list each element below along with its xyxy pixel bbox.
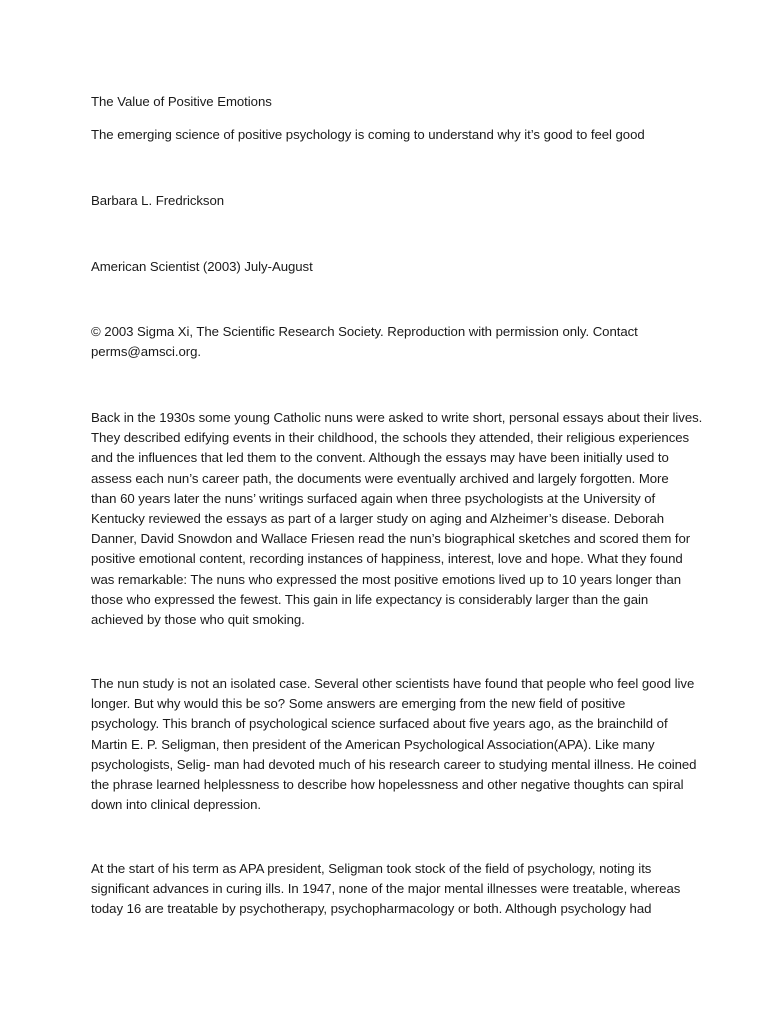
paragraph-line: today 16 are treatable by psychotherapy, psychopharmacology or both. Although psychology had: [91, 901, 652, 917]
paragraph-line: Martin E. P. Seligman, then president of the American Psychological Association(APA). Like many: [91, 736, 655, 752]
body-paragraph-3: [91, 859, 691, 920]
paragraph-line: and the influences that led them to the convent. Although the essays may have been initially used to: [91, 450, 669, 466]
paragraph-line: Back in the 1930s some young Catholic nuns were asked to write short, personal essays about their lives.: [91, 410, 703, 425]
body-paragraph-2: [91, 674, 697, 815]
copyright-line: © 2003 Sigma Xi, The Scientific Research Society. Reproduction with permission only. Contact: [91, 324, 638, 339]
publication-source: American Scientist (2003) July-August: [91, 259, 313, 274]
paragraph-line: Kentucky reviewed the essays as part of a larger study on aging and Alzheimer’s disease. Deborah: [91, 511, 665, 527]
paragraph-line: psychology. This branch of psychological science surfaced about five years ago, as the brainchild of: [91, 716, 668, 732]
paragraph-line: assess each nun’s career path, the documents were eventually archived and largely forgotten. More: [91, 470, 669, 486]
copyright-notice: [91, 322, 691, 362]
paragraph-line: than 60 years later the nuns’ writings surfaced again when three psychologists at the University of: [91, 490, 656, 506]
paragraph-line: was remarkable: The nuns who expressed the most positive emotions lived up to 10 years longer than: [91, 571, 682, 587]
body-paragraph-1: [91, 408, 703, 630]
author-name: Barbara L. Fredrickson: [91, 193, 225, 208]
paragraph-line: positive emotional content, recording instances of happiness, interest, love and hope. What they found: [91, 551, 683, 567]
paragraph-line: At the start of his term as APA president, Seligman took stock of the field of psychology, noting its: [91, 861, 652, 876]
paragraph-line: achieved by those who quit smoking.: [91, 612, 305, 628]
paragraph-line: psychologists, Selig- man had devoted much of his research career to studying mental illness. He coined: [91, 756, 697, 772]
paragraph-line: The nun study is not an isolated case. Several other scientists have found that people who feel good live: [91, 676, 695, 691]
copyright-line: perms@amsci.org.: [91, 344, 202, 360]
paragraph-line: longer. But why would this be so? Some answers are emerging from the new field of positive: [91, 696, 626, 712]
document-title: The Value of Positive Emotions: [91, 94, 272, 109]
paragraph-line: Danner, David Snowdon and Wallace Friesen read the nun’s biographical sketches and scored them for: [91, 531, 691, 547]
document-subtitle: The emerging science of positive psychology is coming to understand why it’s good to feel good: [91, 127, 645, 142]
paragraph-line: the phrase learned helplessness to describe how hopelessness and other negative thoughts can spiral: [91, 777, 684, 793]
paragraph-line: significant advances in curing ills. In 1947, none of the major mental illnesses were treatable, whereas: [91, 881, 681, 897]
paragraph-line: those who expressed the fewest. This gain in life expectancy is considerably larger than the gain: [91, 591, 649, 607]
paragraph-line: down into clinical depression.: [91, 797, 262, 813]
paragraph-line: They described edifying events in their childhood, the schools they attended, their religious experiences: [91, 430, 690, 446]
